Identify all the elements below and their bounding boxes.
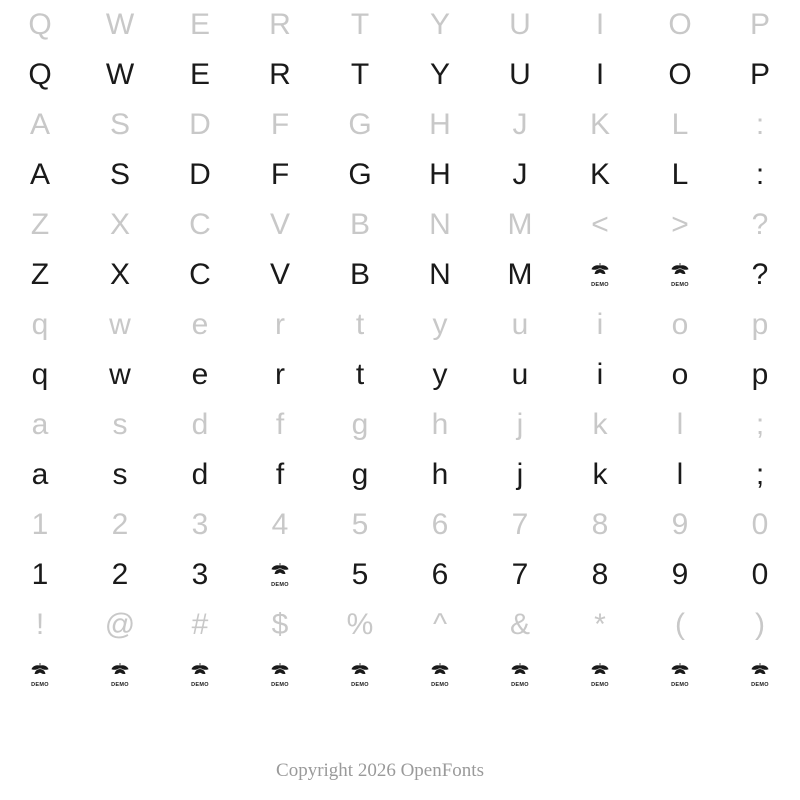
glyph-cell: @ bbox=[104, 608, 136, 641]
glyph-cell: i bbox=[596, 308, 604, 341]
notdef-demo-glyph bbox=[240, 650, 320, 700]
glyph-cell: W bbox=[105, 58, 135, 91]
glyph-cell: o bbox=[671, 308, 689, 341]
demo-stamp-icon bbox=[29, 662, 51, 688]
glyph-cell: ^ bbox=[432, 608, 448, 641]
glyph-cell: h bbox=[431, 458, 449, 491]
glyph-cell: j bbox=[516, 408, 524, 441]
copyright-footer bbox=[0, 760, 800, 782]
glyph-cell: G bbox=[348, 108, 372, 141]
glyph-cell: 9 bbox=[671, 508, 689, 541]
copyright-text: Copyright 2026 OpenFonts bbox=[276, 760, 484, 781]
glyph-cell: S bbox=[109, 108, 130, 141]
glyph-cell: U bbox=[509, 58, 531, 91]
glyph-row bbox=[0, 500, 800, 550]
glyph-cell: % bbox=[346, 608, 374, 641]
glyph-cell: o bbox=[671, 358, 689, 391]
glyph-cell: 2 bbox=[111, 508, 129, 541]
glyph-cell: g bbox=[351, 408, 369, 441]
glyph-cell: R bbox=[269, 8, 291, 41]
glyph-cell: l bbox=[676, 458, 684, 491]
glyph-cell: T bbox=[350, 58, 370, 91]
glyph-cell: 0 bbox=[751, 558, 769, 591]
glyph-cell: X bbox=[109, 208, 130, 241]
glyph-cell: J bbox=[512, 108, 528, 141]
glyph-cell: p bbox=[751, 358, 769, 391]
demo-stamp-icon bbox=[749, 662, 771, 688]
notdef-demo-glyph bbox=[480, 650, 560, 700]
glyph-cell: Y bbox=[429, 58, 450, 91]
glyph-cell: P bbox=[749, 58, 770, 91]
glyph-cell: ) bbox=[755, 608, 765, 641]
glyph-cell: Q bbox=[28, 8, 52, 41]
glyph-cell: # bbox=[191, 608, 209, 641]
glyph-cell: Q bbox=[28, 58, 52, 91]
glyph-cell: 5 bbox=[351, 558, 369, 591]
notdef-demo-glyph bbox=[320, 650, 400, 700]
glyph-cell: q bbox=[31, 358, 49, 391]
glyph-cell: C bbox=[189, 258, 211, 291]
glyph-cell: y bbox=[432, 358, 448, 391]
demo-stamp-icon bbox=[189, 662, 211, 688]
glyph-cell: 3 bbox=[191, 508, 209, 541]
glyph-cell: $ bbox=[271, 608, 289, 641]
glyph-cell: A bbox=[29, 108, 50, 141]
glyph-cell: d bbox=[191, 408, 209, 441]
glyph-cell: C bbox=[189, 208, 211, 241]
demo-stamp-label: DEMO bbox=[511, 681, 529, 688]
glyph-row bbox=[0, 200, 800, 250]
glyph-cell: 6 bbox=[431, 508, 449, 541]
glyph-cell: 8 bbox=[591, 508, 609, 541]
glyph-row bbox=[0, 450, 800, 500]
glyph-cell: ! bbox=[35, 608, 45, 641]
glyph-cell: O bbox=[668, 8, 692, 41]
glyph-cell: g bbox=[351, 458, 369, 491]
glyph-cell: Z bbox=[30, 258, 50, 291]
glyph-cell: q bbox=[31, 308, 49, 341]
glyph-cell: u bbox=[511, 358, 529, 391]
glyph-cell: L bbox=[671, 108, 689, 141]
glyph-cell: e bbox=[191, 358, 209, 391]
glyph-cell: F bbox=[270, 108, 290, 141]
glyph-cell: N bbox=[429, 208, 451, 241]
notdef-demo-glyph bbox=[400, 650, 480, 700]
demo-stamp-icon bbox=[509, 662, 531, 688]
glyph-row bbox=[0, 100, 800, 150]
glyph-cell: L bbox=[671, 158, 689, 191]
glyph-cell: p bbox=[751, 308, 769, 341]
glyph-cell: O bbox=[668, 58, 692, 91]
demo-stamp-icon bbox=[589, 662, 611, 688]
demo-stamp-icon bbox=[429, 662, 451, 688]
notdef-demo-glyph bbox=[80, 650, 160, 700]
glyph-cell: 8 bbox=[591, 558, 609, 591]
demo-stamp-icon bbox=[269, 562, 291, 588]
glyph-row bbox=[0, 0, 800, 50]
glyph-cell: 0 bbox=[751, 508, 769, 541]
glyph-cell: 1 bbox=[31, 558, 49, 591]
glyph-row bbox=[0, 550, 800, 600]
glyph-cell: 7 bbox=[511, 508, 529, 541]
glyph-cell: s bbox=[112, 458, 128, 491]
glyph-cell: ? bbox=[751, 208, 769, 241]
glyph-cell: T bbox=[350, 8, 370, 41]
glyph-row bbox=[0, 300, 800, 350]
demo-stamp-label: DEMO bbox=[191, 681, 209, 688]
glyph-cell: N bbox=[429, 258, 451, 291]
glyph-cell: H bbox=[429, 158, 451, 191]
glyph-cell: r bbox=[275, 308, 285, 341]
glyph-cell: r bbox=[275, 358, 285, 391]
glyph-cell: 7 bbox=[511, 558, 529, 591]
glyph-cell: X bbox=[109, 258, 130, 291]
glyph-cell: M bbox=[507, 258, 533, 291]
demo-stamp-icon bbox=[109, 662, 131, 688]
glyph-cell: f bbox=[275, 408, 285, 441]
glyph-cell: d bbox=[191, 458, 209, 491]
demo-stamp-label: DEMO bbox=[591, 681, 609, 688]
glyph-row bbox=[0, 600, 800, 650]
notdef-demo-glyph bbox=[160, 650, 240, 700]
glyph-cell: J bbox=[512, 158, 528, 191]
glyph-cell: ( bbox=[675, 608, 685, 641]
glyph-cell: H bbox=[429, 108, 451, 141]
demo-stamp-icon bbox=[669, 262, 691, 288]
glyph-cell: P bbox=[749, 8, 770, 41]
glyph-cell: t bbox=[355, 308, 365, 341]
glyph-row bbox=[0, 250, 800, 300]
glyph-cell: w bbox=[109, 308, 131, 341]
glyph-cell: u bbox=[511, 308, 529, 341]
demo-stamp-label: DEMO bbox=[751, 681, 769, 688]
glyph-cell: ; bbox=[755, 458, 765, 491]
glyph-cell: M bbox=[507, 208, 533, 241]
glyph-cell: Y bbox=[429, 8, 450, 41]
glyph-cell: I bbox=[595, 8, 605, 41]
demo-stamp-label: DEMO bbox=[271, 681, 289, 688]
glyph-cell: ; bbox=[755, 408, 765, 441]
glyph-row bbox=[0, 350, 800, 400]
glyph-cell: k bbox=[592, 408, 608, 441]
glyph-cell: : bbox=[755, 108, 765, 141]
notdef-demo-glyph bbox=[240, 550, 320, 600]
glyph-cell: : bbox=[755, 158, 765, 191]
glyph-cell: j bbox=[516, 458, 524, 491]
glyph-cell: D bbox=[189, 158, 211, 191]
glyph-cell: A bbox=[29, 158, 50, 191]
notdef-demo-glyph bbox=[720, 650, 800, 700]
demo-stamp-icon bbox=[669, 662, 691, 688]
demo-stamp-label: DEMO bbox=[31, 681, 49, 688]
glyph-cell: w bbox=[109, 358, 131, 391]
glyph-cell: K bbox=[589, 108, 610, 141]
demo-stamp-label: DEMO bbox=[271, 581, 289, 588]
demo-stamp-label: DEMO bbox=[431, 681, 449, 688]
glyph-cell: D bbox=[189, 108, 211, 141]
glyph-cell: G bbox=[348, 158, 372, 191]
glyph-cell: 6 bbox=[431, 558, 449, 591]
glyph-cell: F bbox=[270, 158, 290, 191]
glyph-cell: < bbox=[591, 208, 609, 241]
glyph-row bbox=[0, 150, 800, 200]
glyph-cell: 2 bbox=[111, 558, 129, 591]
glyph-cell: h bbox=[431, 408, 449, 441]
demo-stamp-label: DEMO bbox=[671, 681, 689, 688]
demo-stamp-label: DEMO bbox=[591, 281, 609, 288]
glyph-cell: W bbox=[105, 8, 135, 41]
glyph-cell: e bbox=[191, 308, 209, 341]
glyph-cell: E bbox=[189, 58, 210, 91]
glyph-cell: 4 bbox=[271, 508, 289, 541]
glyph-cell: 3 bbox=[191, 558, 209, 591]
notdef-demo-glyph bbox=[640, 650, 720, 700]
glyph-cell: S bbox=[109, 158, 130, 191]
glyph-cell: B bbox=[349, 208, 370, 241]
glyph-cell: 1 bbox=[31, 508, 49, 541]
demo-stamp-icon bbox=[349, 662, 371, 688]
glyph-cell: E bbox=[189, 8, 210, 41]
glyph-cell: k bbox=[592, 458, 608, 491]
demo-stamp-label: DEMO bbox=[671, 281, 689, 288]
glyph-cell: B bbox=[349, 258, 370, 291]
glyph-row bbox=[0, 650, 800, 700]
demo-stamp-label: DEMO bbox=[351, 681, 369, 688]
glyph-cell: f bbox=[275, 458, 285, 491]
glyph-cell: Z bbox=[30, 208, 50, 241]
notdef-demo-glyph bbox=[560, 250, 640, 300]
demo-stamp-icon bbox=[269, 662, 291, 688]
demo-stamp-icon bbox=[589, 262, 611, 288]
glyph-cell: t bbox=[355, 358, 365, 391]
glyph-cell: 9 bbox=[671, 558, 689, 591]
glyph-cell: > bbox=[671, 208, 689, 241]
demo-stamp-label: DEMO bbox=[111, 681, 129, 688]
glyph-cell: a bbox=[31, 458, 49, 491]
notdef-demo-glyph bbox=[560, 650, 640, 700]
glyph-cell: V bbox=[269, 258, 290, 291]
glyph-cell: i bbox=[596, 358, 604, 391]
glyph-cell: l bbox=[676, 408, 684, 441]
glyph-cell: * bbox=[594, 608, 606, 641]
glyph-cell: I bbox=[595, 58, 605, 91]
glyph-cell: 5 bbox=[351, 508, 369, 541]
glyph-cell: a bbox=[31, 408, 49, 441]
glyph-cell: y bbox=[432, 308, 448, 341]
glyph-row bbox=[0, 400, 800, 450]
glyph-cell: V bbox=[269, 208, 290, 241]
glyph-cell: R bbox=[269, 58, 291, 91]
glyph-row bbox=[0, 50, 800, 100]
glyph-cell: ? bbox=[751, 258, 769, 291]
notdef-demo-glyph bbox=[640, 250, 720, 300]
glyph-cell: s bbox=[112, 408, 128, 441]
glyph-cell: U bbox=[509, 8, 531, 41]
glyph-cell: K bbox=[589, 158, 610, 191]
glyph-cell: & bbox=[509, 608, 530, 641]
notdef-demo-glyph bbox=[0, 650, 80, 700]
